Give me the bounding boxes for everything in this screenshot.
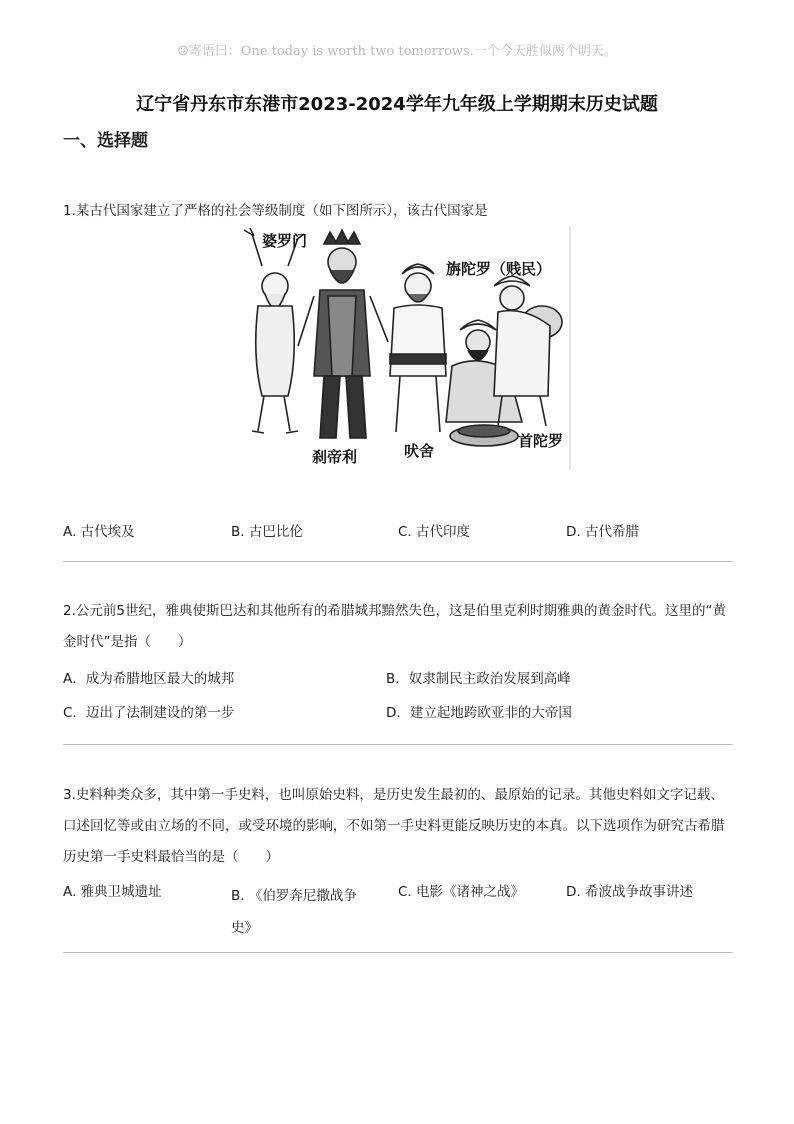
question-1: [63, 196, 735, 227]
option-1d[interactable]: D. 古代希腊: [566, 524, 639, 540]
divider: [63, 744, 733, 745]
question-2-text: 2.公元前5世纪，雅典使斯巴达和其他所有的希腊城邦黯然失色，这是伯里克利时期雅典的黄金时代。这里的“黄金时代”是指（ ）: [63, 603, 726, 650]
page-title: 辽宁省丹东市东港市2023-2024学年九年级上学期期末历史试题: [136, 94, 658, 115]
divider: [63, 952, 733, 953]
label-untouchable: 旃陀罗（贱民）: [446, 260, 552, 278]
motto-header: ☺寄语曰：One today is worth two tomorrows.一个今天胜似两个明天。: [177, 44, 617, 59]
label-vaishya: 吠舍: [404, 442, 435, 460]
question-3-text: 3.史料种类众多，其中第一手史料，也叫原始史料，是历史发生最初的、最原始的记录。其他史料如文字记载、口述回忆等或由立场的不同，或受环境的影响，不如第一手史料更能反映历史的本真。以下选项作为研究古希腊历史第一手史料最恰当的是（ ）: [63, 787, 725, 865]
option-2d[interactable]: D．建立起地跨欧亚非的大帝国: [386, 705, 572, 721]
caste-system-illustration: [232, 226, 574, 470]
divider: [63, 561, 733, 562]
label-kshatriya: 刹帝利: [312, 448, 358, 466]
question-2: [63, 596, 735, 658]
option-3c[interactable]: C. 电影《诸神之战》: [398, 884, 525, 900]
option-3b[interactable]: B. 《伯罗奔尼撒战争史》: [231, 888, 357, 936]
option-2c[interactable]: C．迈出了法制建设的第一步: [63, 705, 235, 721]
question-3: [63, 780, 735, 873]
section-heading: 一、选择题: [63, 131, 148, 151]
label-brahmin: 婆罗门: [262, 232, 308, 250]
option-1a[interactable]: A. 古代埃及: [63, 524, 135, 540]
question-1-text: 1.某古代国家建立了严格的社会等级制度（如下图所示），该古代国家是: [63, 203, 488, 219]
option-3d[interactable]: D. 希波战争故事讲述: [566, 884, 693, 900]
option-2a[interactable]: A．成为希腊地区最大的城邦: [63, 671, 235, 687]
option-1c[interactable]: C. 古代印度: [398, 524, 471, 540]
option-2b[interactable]: B．奴隶制民主政治发展到高峰: [386, 671, 571, 687]
label-shudra: 首陀罗: [518, 432, 564, 450]
option-1b[interactable]: B. 古巴比伦: [231, 524, 303, 540]
option-3a[interactable]: A. 雅典卫城遗址: [63, 884, 162, 900]
